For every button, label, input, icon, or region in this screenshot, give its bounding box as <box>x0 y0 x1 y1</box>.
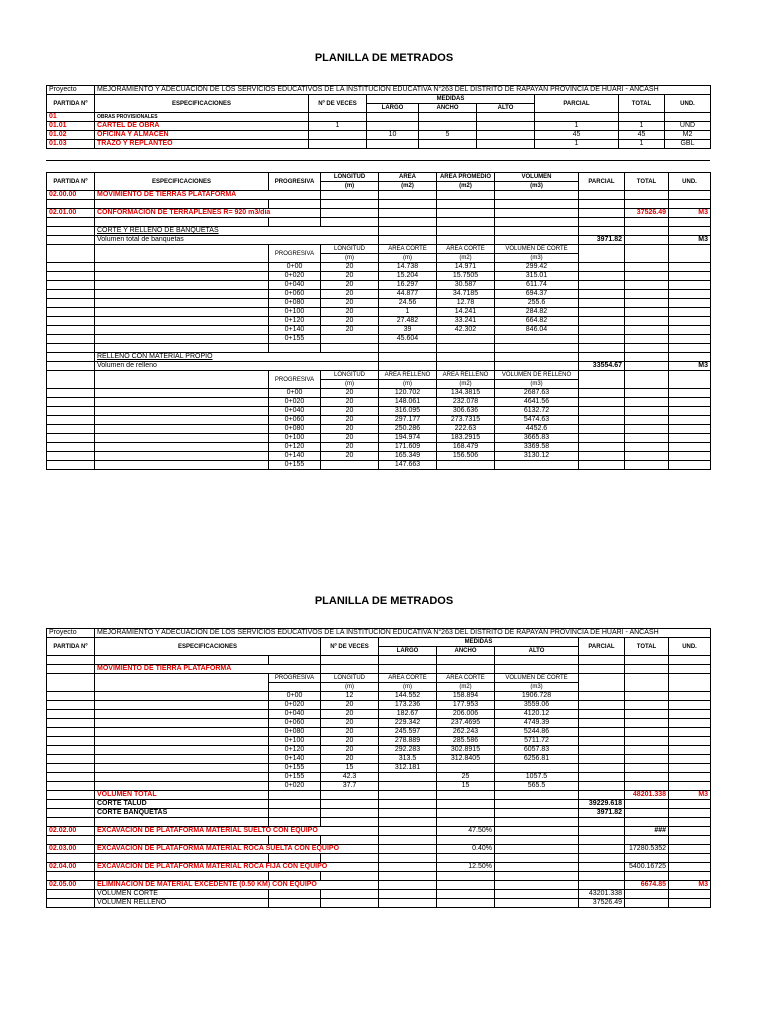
table-row <box>47 281 711 290</box>
table-row: 01.02 OFICINA Y ALMACEN 10 5 45 45 M2 <box>47 131 711 140</box>
cell-p: 0+00 <box>269 389 321 398</box>
cell-p: 0+040 <box>269 407 321 416</box>
cell-p: 0+060 <box>269 290 321 299</box>
table-row <box>47 335 711 344</box>
cell-a2: 306.636 <box>437 407 495 416</box>
cell-a2: 222.63 <box>437 425 495 434</box>
divider <box>46 160 710 161</box>
table-row <box>47 290 711 299</box>
table-row <box>47 755 711 764</box>
cell-l: 20 <box>321 710 379 719</box>
cell-a2: 262.243 <box>437 728 495 737</box>
cell-a2: 15.7505 <box>437 272 495 281</box>
col-veces: Nº DE VECES <box>309 95 367 113</box>
table-row <box>47 764 711 773</box>
cell-p: 0+00 <box>269 692 321 701</box>
cell-v: 611.74 <box>495 281 579 290</box>
cell-a: 44.877 <box>379 290 437 299</box>
cell-v: 6256.81 <box>495 755 579 764</box>
cell-l: 20 <box>321 317 379 326</box>
cell-a: 292.283 <box>379 746 437 755</box>
cell-l: 42.3 <box>321 773 379 782</box>
cell-l: 20 <box>321 755 379 764</box>
cell-p: 0+00 <box>269 263 321 272</box>
earthworks-table-2: Proyecto MEJORAMIENTO Y ADECUACION DE LOS SERVICIOS EDUCATIVOS DE LA INSTITUCION EDUCATIVA N°263 DEL DISTRITO DE RAPAYAN PROVINCIA DE HUARI - ANCASH PARTIDA Nº ESPECIFICACIONES Nº DE VECES MEDIDAS PARCIAL TOTAL UND. LARGO ANCHO ALTO MOVIMIENTO DE TIERRA PLATAFORMA PROGRESIVA LONGITUD AREA CORTE AREA CORTE VOLUMEN DE CORTE (m) (m) (m2) (m3) 0+00 12 144.552 158.894 1906.728 0+020 20 173.236 177.953 3559.06 0+040 20 182.67 206.006 4120.12 0+060 20 229.342 237.4695 4749.39 0+080 20 245.597 262.243 5244.86 0+100 20 278.889 285.586 5711.72 0+120 20 292.283 302.8915 6057.83 0+140 20 313.5 312.8405 6256.81 0+155 15 312.181 0+155 42.3 25 1057.5 0+020 37.7 15 565.5 VOLUMEN TOTAL 48201.338 M3 CORTE TALUD 39229.618 CORTE BANQUETAS 3971.82 02.02.00 EXCAVACION DE PLATAFORMA MATERIAL SUELTO CON EQUIPO 47.50% ### 02.03.00 EXCAVACION DE PLATAFORMA MATERIAL ROCA SUELTA CON EQUIPO 0.40% 17280.5352 02.04.00 EXCAVACION DE PLATAFORMA MATERIAL ROCA FIJA CON EQUIPO 12.50% 5400.16725 02.05.00 ELIMINACION DE MATERIAL EXCEDENTE (0.50 KM) CON EQUIPO 6674.85 M3 VOLUMEN CORTE 43201.338 VOLUMEN RELLENO 37526.49 <box>46 628 711 908</box>
cell-a: 245.597 <box>379 728 437 737</box>
cell-l: 20 <box>321 701 379 710</box>
cell-l: 20 <box>321 281 379 290</box>
table-row <box>47 692 711 701</box>
cell-v: 3369.58 <box>495 443 579 452</box>
table-row <box>47 434 711 443</box>
cell-a: 171.609 <box>379 443 437 452</box>
col-medidas: MEDIDAS <box>367 95 535 104</box>
cell-l <box>321 335 379 344</box>
col-total: TOTAL <box>619 95 665 113</box>
cell-v: 6057.83 <box>495 746 579 755</box>
cell-v: 5244.86 <box>495 728 579 737</box>
table-row <box>47 461 711 470</box>
table-row <box>47 416 711 425</box>
table-row <box>47 782 711 791</box>
cell-v: 1906.728 <box>495 692 579 701</box>
cell-p: 0+140 <box>269 452 321 461</box>
cell-p: 0+155 <box>269 773 321 782</box>
cell-v <box>495 764 579 773</box>
cell-a2 <box>437 764 495 773</box>
cell-a: 229.342 <box>379 719 437 728</box>
table-row <box>47 746 711 755</box>
cell-a: 316.095 <box>379 407 437 416</box>
cell-a: 16.297 <box>379 281 437 290</box>
cell-v: 4641.56 <box>495 398 579 407</box>
cell-p: 0+060 <box>269 416 321 425</box>
cell-v: 4120.12 <box>495 710 579 719</box>
cell-a2: 15 <box>437 782 495 791</box>
cell-l: 20 <box>321 326 379 335</box>
cell-l: 20 <box>321 299 379 308</box>
cell-l: 20 <box>321 308 379 317</box>
cell-a: 27.482 <box>379 317 437 326</box>
table-row <box>47 308 711 317</box>
cell-p: 0+100 <box>269 308 321 317</box>
cell-a2: 30.587 <box>437 281 495 290</box>
cell-a2: 156.506 <box>437 452 495 461</box>
table-row <box>47 737 711 746</box>
cell-v: 664.82 <box>495 317 579 326</box>
col-alto: ALTO <box>477 104 535 113</box>
cell-a: 148.061 <box>379 398 437 407</box>
cell-v: 694.37 <box>495 290 579 299</box>
cell-a: 1 <box>379 308 437 317</box>
cell-a2: 14.971 <box>437 263 495 272</box>
cell-a2: 177.953 <box>437 701 495 710</box>
cell-l: 20 <box>321 719 379 728</box>
cell-a2: 273.7315 <box>437 416 495 425</box>
table-row <box>47 317 711 326</box>
cell-p: 0+100 <box>269 434 321 443</box>
cell-a: 313.5 <box>379 755 437 764</box>
cell-a: 120.702 <box>379 389 437 398</box>
cell-p: 0+080 <box>269 425 321 434</box>
cell-p: 0+020 <box>269 701 321 710</box>
cell-a: 182.67 <box>379 710 437 719</box>
cell-a2: 168.479 <box>437 443 495 452</box>
table-row <box>47 728 711 737</box>
table-row <box>47 407 711 416</box>
col-und: UND. <box>665 95 711 113</box>
table-row <box>47 719 711 728</box>
cell-v: 846.04 <box>495 326 579 335</box>
cell-a2: 134.3815 <box>437 389 495 398</box>
table-row <box>47 326 711 335</box>
cell-p: 0+020 <box>269 782 321 791</box>
proyecto-label: Proyecto <box>47 86 95 95</box>
cell-v: 2687.63 <box>495 389 579 398</box>
cell-a: 15.204 <box>379 272 437 281</box>
table-row <box>47 452 711 461</box>
cell-l: 20 <box>321 389 379 398</box>
cell-l: 20 <box>321 443 379 452</box>
page-title: PLANILLA DE METRADOS <box>314 52 454 64</box>
cell-p: 0+100 <box>269 737 321 746</box>
table-row <box>47 701 711 710</box>
cell-v: 1057.5 <box>495 773 579 782</box>
cell-a2: 232.078 <box>437 398 495 407</box>
table-row <box>47 263 711 272</box>
cell-p: 0+020 <box>269 272 321 281</box>
cell-a2: 34.7185 <box>437 290 495 299</box>
cell-v: 3665.83 <box>495 434 579 443</box>
cell-a: 147.663 <box>379 461 437 470</box>
earthworks-table: PARTIDA Nº ESPECIFICACIONES PROGRESIVA LONGITUD AREA AREA PROMEDIO VOLUMEN PARCIAL TOTAL UND. (m) (m2) (m2) (m3) 02.00.00 MOVIMIENTO DE TIERRAS PLATAFORMA 02.01.00 CONFORMACION DE TERRAPLENES R= 920 m3/dia 37526.49 M3 CORTE Y RELLENO DE BANQUETAS Volumen total de banquetas 3971.82 M3 PROGRESIVA LONGITUD AREA CORTE AREA CORTE VOLUMEN DE CORTE (m) (m) (m2) (m3) 0+00 20 14.738 14.971 299.42 0+020 20 15.204 15.7505 315.01 0+040 20 16.297 30.587 611.74 0+060 20 44.877 34.7185 694.37 0+080 20 24.56 12.78 255.6 0+100 20 1 14.241 284.82 0+120 20 27.482 33.241 664.82 0+140 20 39 42.302 846.04 0+155 45.604 RELLENO CON MATERIAL PROPIO Volumen de relleno 33554.67 M3 PROGRESIVA LONGITUD AREA RELLENO AREA RELLENO VOLUMEN DE RELLENO (m) (m) (m2) (m3) 0+00 20 120.702 134.3815 2687.63 0+020 20 148.061 232.078 4641.56 0+040 20 316.095 306.636 6132.72 0+060 20 297.177 273.7315 5474.63 0+080 20 250.286 222.63 4452.6 0+100 20 194.974 183.2915 3665.83 0+120 20 171.609 168.479 3369.58 0+140 20 165.349 156.506 3130.12 0+155 147.663 <box>46 172 711 470</box>
cell-a: 173.236 <box>379 701 437 710</box>
col-partida: PARTIDA Nº <box>47 95 95 113</box>
cell-p: 0+060 <box>269 719 321 728</box>
cell-a2: 237.4695 <box>437 719 495 728</box>
cell-l: 20 <box>321 398 379 407</box>
cell-v <box>495 335 579 344</box>
table-row: 01 OBRAS PROVISIONALES <box>47 113 711 122</box>
cell-a2: 312.8405 <box>437 755 495 764</box>
table-row <box>47 299 711 308</box>
cell-p: 0+140 <box>269 326 321 335</box>
cell-v: 315.01 <box>495 272 579 281</box>
cell-l: 20 <box>321 434 379 443</box>
cell-l: 20 <box>321 728 379 737</box>
cell-l: 20 <box>321 290 379 299</box>
cell-p: 0+040 <box>269 281 321 290</box>
cell-a2: 302.8915 <box>437 746 495 755</box>
cell-a: 39 <box>379 326 437 335</box>
cell-a <box>379 773 437 782</box>
cell-l: 20 <box>321 425 379 434</box>
cell-l: 15 <box>321 764 379 773</box>
cell-l <box>321 461 379 470</box>
table-row: 01.03 TRAZO Y REPLANTEO 1 1 GBL <box>47 140 711 149</box>
cell-a: 14.738 <box>379 263 437 272</box>
cell-a2: 12.78 <box>437 299 495 308</box>
cell-a: 165.349 <box>379 452 437 461</box>
cell-a2: 42.302 <box>437 326 495 335</box>
cell-v: 5474.63 <box>495 416 579 425</box>
cell-p: 0+120 <box>269 443 321 452</box>
cell-l: 20 <box>321 263 379 272</box>
cell-p: 0+040 <box>269 710 321 719</box>
cell-p: 0+140 <box>269 755 321 764</box>
cell-p: 0+020 <box>269 398 321 407</box>
col-largo: LARGO <box>367 104 419 113</box>
cell-a2: 33.241 <box>437 317 495 326</box>
cell-l: 20 <box>321 737 379 746</box>
table-row <box>47 272 711 281</box>
cell-p: 0+120 <box>269 317 321 326</box>
cell-a2 <box>437 335 495 344</box>
table-row <box>47 389 711 398</box>
cell-l: 20 <box>321 272 379 281</box>
cell-a2: 14.241 <box>437 308 495 317</box>
cell-a2: 206.006 <box>437 710 495 719</box>
table-row <box>47 773 711 782</box>
proyecto-text: MEJORAMIENTO Y ADECUACION DE LOS SERVICIOS EDUCATIVOS DE LA INSTITUCION EDUCATIVA N°263 DEL DISTRITO DE RAPAYAN PROVINCIA DE HUARI - ANCASH <box>95 86 711 95</box>
cell-p: 0+155 <box>269 335 321 344</box>
cell-a: 297.177 <box>379 416 437 425</box>
cell-a2: 158.894 <box>437 692 495 701</box>
col-ancho: ANCHO <box>419 104 477 113</box>
cell-v: 299.42 <box>495 263 579 272</box>
cell-v: 3559.06 <box>495 701 579 710</box>
cell-v: 3130.12 <box>495 452 579 461</box>
cell-a: 24.56 <box>379 299 437 308</box>
cell-v: 284.82 <box>495 308 579 317</box>
col-especificaciones: ESPECIFICACIONES <box>95 95 309 113</box>
table-row: 01.01 CARTEL DE OBRA 1 1 1 UND <box>47 122 711 131</box>
cell-p: 0+155 <box>269 461 321 470</box>
cell-a: 312.181 <box>379 764 437 773</box>
cell-v: 255.6 <box>495 299 579 308</box>
cell-p: 0+120 <box>269 746 321 755</box>
cell-a <box>379 782 437 791</box>
cell-l: 37.7 <box>321 782 379 791</box>
cell-a2: 25 <box>437 773 495 782</box>
cell-v: 4452.6 <box>495 425 579 434</box>
cell-v: 5711.72 <box>495 737 579 746</box>
cell-l: 20 <box>321 407 379 416</box>
cell-a: 250.286 <box>379 425 437 434</box>
table-row <box>47 425 711 434</box>
cell-l: 20 <box>321 452 379 461</box>
table-row <box>47 398 711 407</box>
cell-a: 144.552 <box>379 692 437 701</box>
cell-v: 4749.39 <box>495 719 579 728</box>
cell-p: 0+080 <box>269 299 321 308</box>
cell-v <box>495 461 579 470</box>
col-parcial: PARCIAL <box>535 95 619 113</box>
cell-a2: 183.2915 <box>437 434 495 443</box>
cell-a: 278.889 <box>379 737 437 746</box>
items-table <box>46 85 711 149</box>
cell-v: 565.5 <box>495 782 579 791</box>
cell-a: 194.974 <box>379 434 437 443</box>
cell-a: 45.604 <box>379 335 437 344</box>
cell-a2: 285.586 <box>437 737 495 746</box>
table-row <box>47 710 711 719</box>
page-title-2: PLANILLA DE METRADOS <box>314 595 454 607</box>
cell-a2 <box>437 461 495 470</box>
cell-p: 0+155 <box>269 764 321 773</box>
cell-l: 20 <box>321 746 379 755</box>
cell-v: 6132.72 <box>495 407 579 416</box>
table-row <box>47 443 711 452</box>
cell-l: 20 <box>321 416 379 425</box>
cell-l: 12 <box>321 692 379 701</box>
cell-p: 0+080 <box>269 728 321 737</box>
